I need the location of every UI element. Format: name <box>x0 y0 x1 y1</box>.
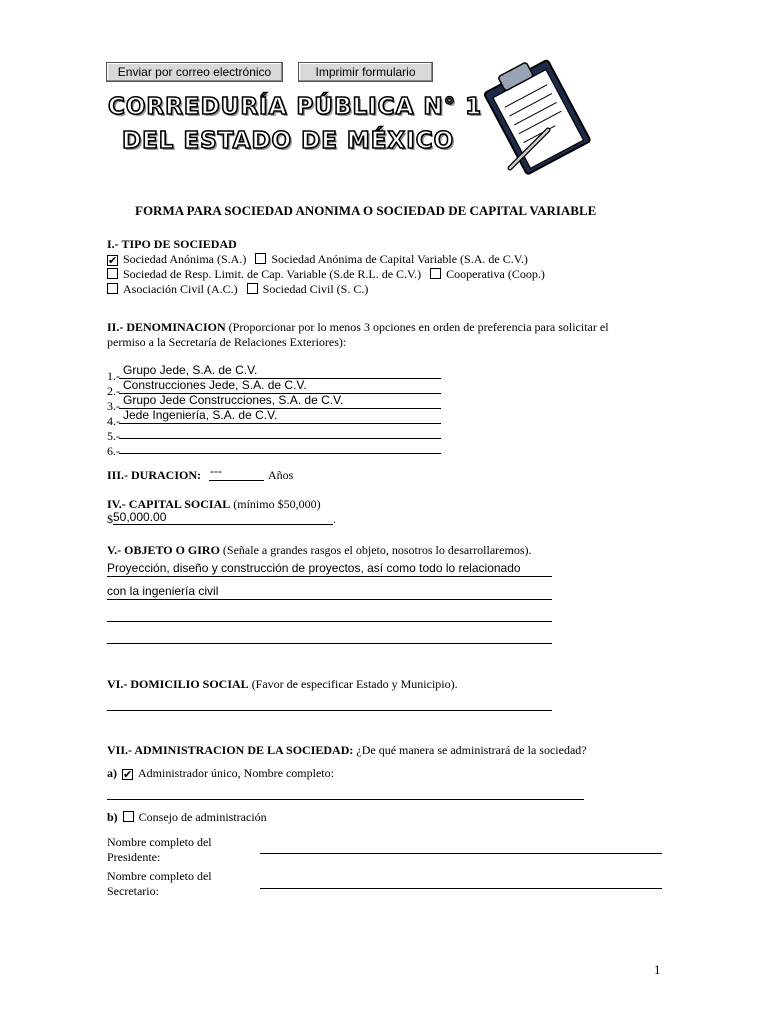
tipo-row-3 <box>107 282 368 296</box>
admin-b-text: Consejo de administración <box>138 810 267 824</box>
objeto-underline-1 <box>107 576 552 577</box>
admin-option-b <box>107 810 267 824</box>
denominacion-number: 5.- <box>107 429 120 443</box>
denominacion-number: 4.- <box>107 414 120 428</box>
label-srl: Sociedad de Resp. Limit. de Cap. Variable (S.de R.L. de C.V.) <box>123 267 422 281</box>
presidente-label-line2: Presidente: <box>107 850 161 864</box>
label-sacv: Sociedad Anónima de Capital Variable (S.A. de C.V.) <box>271 252 528 266</box>
section-capital <box>107 497 321 511</box>
checkbox-coop[interactable] <box>430 268 441 279</box>
section-tipo-heading: I.- TIPO DE SOCIEDAD <box>107 237 237 251</box>
admin-a-label: a) <box>107 766 117 780</box>
section-objeto-heading: V.- OBJETO O GIRO <box>107 543 220 557</box>
header-title-line1: CORREDURÍA PÚBLICA N° 1 <box>108 94 483 120</box>
administracion-question: ¿De qué manera se administrará de la sociedad? <box>356 743 587 757</box>
secretario-label-line1: Nombre completo del <box>107 869 212 883</box>
denominacion-underline <box>119 453 441 454</box>
clipboard-icon <box>470 50 600 180</box>
page-number: 1 <box>654 962 661 977</box>
objeto-input-line1[interactable]: Proyección, diseño y construcción de proyectos, así como todo lo relacionado <box>107 561 521 575</box>
denominacion-number: 6.- <box>107 444 120 458</box>
denominacion-underline <box>119 423 441 424</box>
domicilio-underline[interactable] <box>107 710 552 711</box>
denominacion-input[interactable]: Grupo Jede, S.A. de C.V. <box>123 363 258 377</box>
admin-option-a <box>107 766 334 780</box>
header-title-line2: DEL ESTADO DE MÉXICO <box>122 128 455 154</box>
section-objeto <box>107 543 532 557</box>
section-denominacion-heading: II.- DENOMINACION <box>107 320 226 334</box>
denominacion-number: 2.- <box>107 384 120 398</box>
capital-input[interactable]: 50,000.00 <box>113 510 167 524</box>
admin-b-label: b) <box>107 810 118 824</box>
checkbox-sa[interactable]: ✔ <box>108 254 118 267</box>
denominacion-desc-line2: permiso a la Secretaría de Relaciones Exteriores): <box>107 335 347 349</box>
secretario-label-line2: Secretario: <box>107 884 159 898</box>
capital-note: (mínimo $50,000) <box>233 497 321 511</box>
section-duracion-heading: III.- DURACION: <box>107 468 202 482</box>
tipo-row-2 <box>107 267 545 281</box>
denominacion-number: 1.- <box>107 369 120 383</box>
section-administracion-heading: VII.- ADMINISTRACION DE LA SOCIEDAD: <box>107 743 354 757</box>
duracion-underline <box>209 480 264 481</box>
email-button[interactable]: Enviar por correo electrónico <box>106 62 283 82</box>
section-capital-heading: IV.- CAPITAL SOCIAL <box>107 497 231 511</box>
section-domicilio-heading: VI.- DOMICILIO SOCIAL <box>107 677 249 691</box>
checkbox-ac[interactable] <box>107 283 118 294</box>
checkbox-admin-unico[interactable]: ✔ <box>123 768 133 781</box>
denominacion-underline <box>119 438 441 439</box>
capital-currency: $ <box>107 512 113 526</box>
form-title: FORMA PARA SOCIEDAD ANONIMA O SOCIEDAD DE CAPITAL VARIABLE <box>135 203 597 218</box>
tipo-row-1 <box>107 252 528 266</box>
capital-underline <box>113 524 333 525</box>
label-sc: Sociedad Civil (S. C.) <box>262 282 369 296</box>
checkbox-consejo[interactable] <box>123 811 134 822</box>
section-domicilio <box>107 677 458 691</box>
denominacion-input[interactable]: Grupo Jede Construcciones, S.A. de C.V. <box>123 393 344 407</box>
checkbox-srl[interactable] <box>107 268 118 279</box>
admin-a-text: Administrador único, Nombre completo: <box>138 766 334 780</box>
duracion-unit: Años <box>268 468 294 482</box>
objeto-underline-4[interactable] <box>107 643 552 644</box>
label-ac: Asociación Civil (A.C.) <box>123 282 238 296</box>
secretario-underline[interactable] <box>260 888 662 889</box>
checkbox-sacv[interactable] <box>255 253 266 264</box>
denominacion-input[interactable]: Construcciones Jede, S.A. de C.V. <box>123 378 307 392</box>
capital-end: . <box>333 512 336 526</box>
label-sa: Sociedad Anónima (S.A.) <box>123 252 247 266</box>
objeto-underline-2 <box>107 599 552 600</box>
duracion-input[interactable]: --- <box>210 464 222 478</box>
domicilio-note: (Favor de especificar Estado y Municipio). <box>251 677 458 691</box>
denominacion-number: 3.- <box>107 399 120 413</box>
checkbox-sc[interactable] <box>247 283 258 294</box>
presidente-underline[interactable] <box>260 853 662 854</box>
section-administracion <box>107 743 587 757</box>
objeto-note: (Señale a grandes rasgos el objeto, nosotros lo desarrollaremos). <box>222 543 532 557</box>
presidente-label-line1: Nombre completo del <box>107 835 212 849</box>
label-coop: Cooperativa (Coop.) <box>446 267 545 281</box>
print-button[interactable]: Imprimir formulario <box>298 62 433 82</box>
objeto-underline-3[interactable] <box>107 621 552 622</box>
admin-unico-underline[interactable] <box>107 799 584 800</box>
denominacion-desc-line1: (Proporcionar por lo menos 3 opciones en orden de preferencia para solicitar el <box>228 320 609 334</box>
section-denominacion-desc <box>107 320 609 334</box>
objeto-input-line2[interactable]: con la ingeniería civil <box>107 584 219 598</box>
denominacion-input[interactable]: Jede Ingeniería, S.A. de C.V. <box>123 408 278 422</box>
